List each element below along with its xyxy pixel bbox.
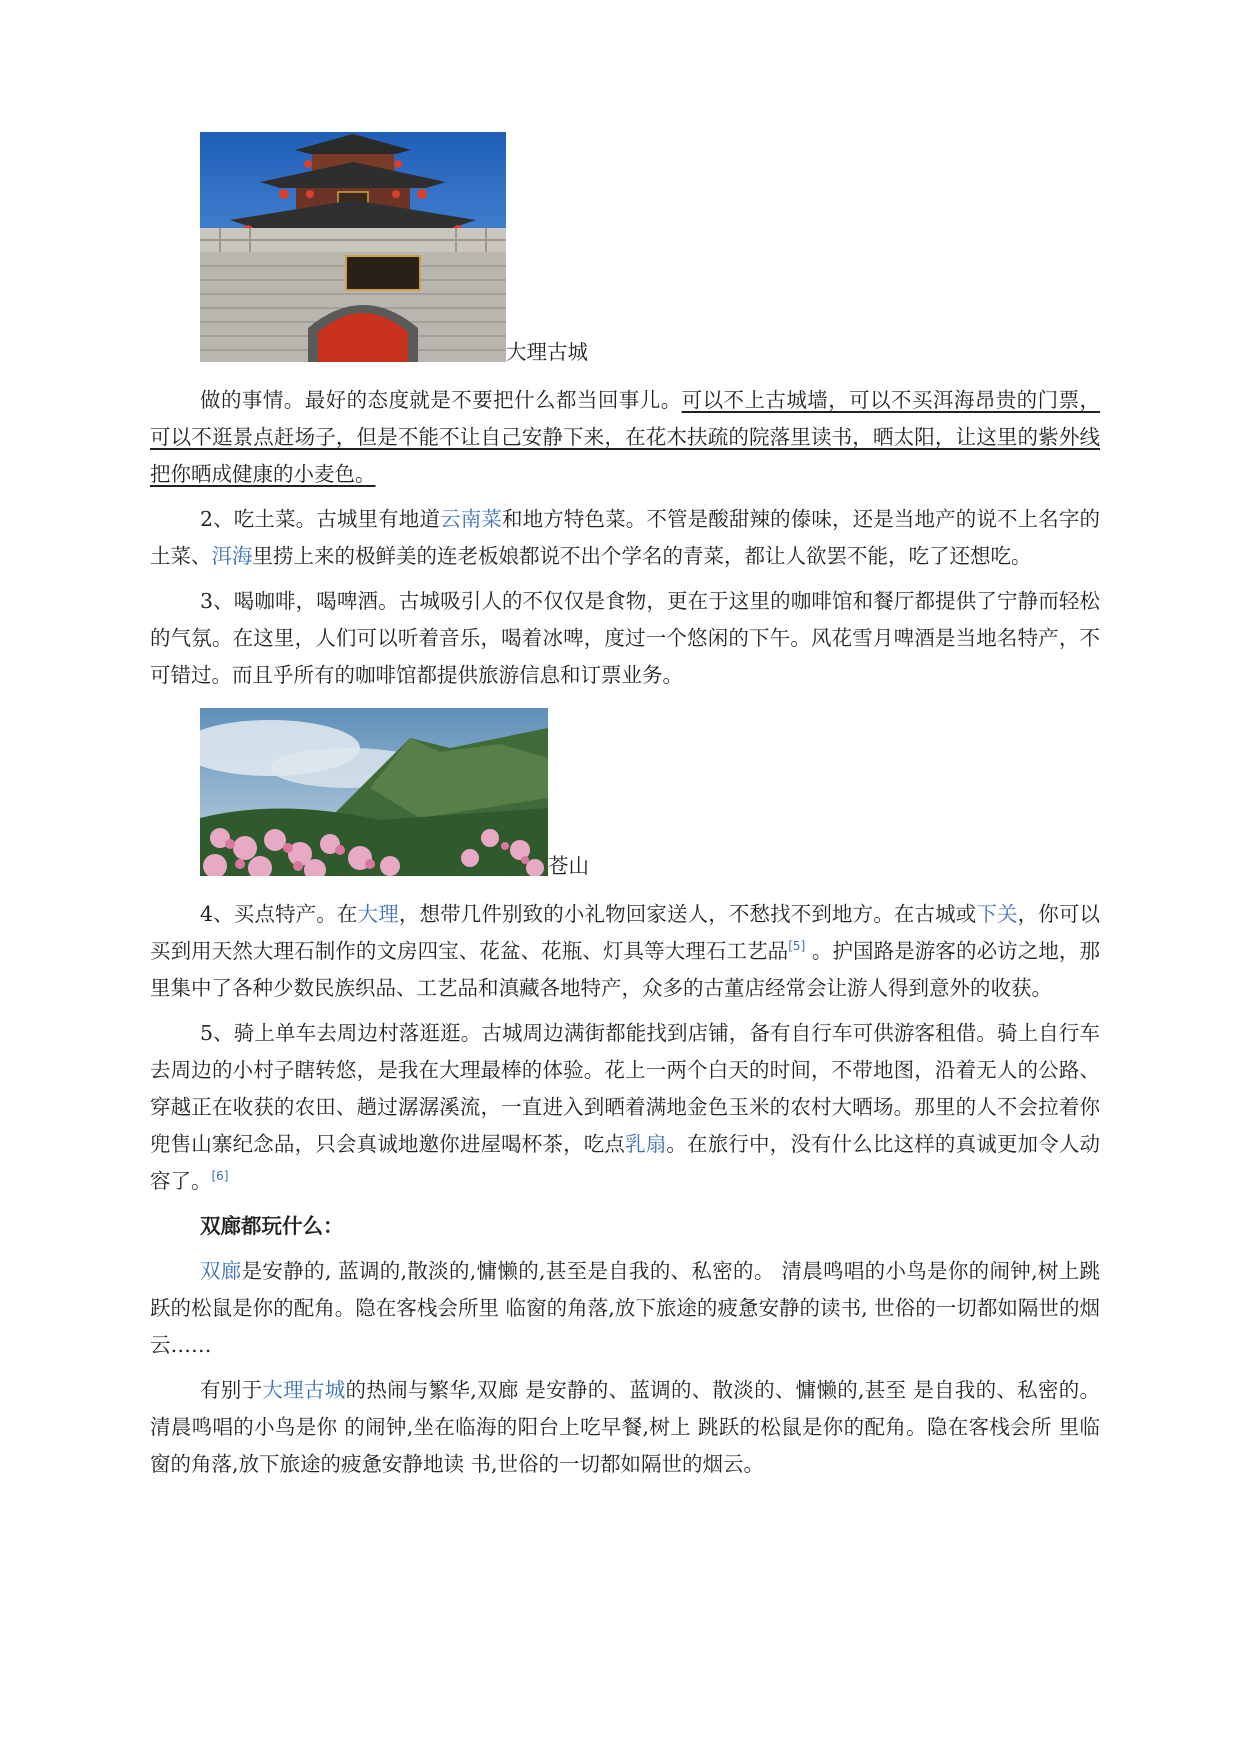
text-span: 。在旅行中，没有什么比这样的真诚更加令人动容了。 [150, 1132, 1101, 1193]
link-rushan[interactable]: 乳扇 [625, 1132, 667, 1156]
link-shuanglang[interactable]: 双廊 [200, 1259, 242, 1283]
text-span: 有别于 [200, 1378, 263, 1402]
figure-caption: 苍山 [548, 854, 589, 878]
text-span: 里捞上来的极鲜美的连老板娘都说不出个学名的青菜，都让人欲罢不能，吃了还想吃。 [252, 544, 1032, 568]
section-heading: 双廊都玩什么： [200, 1214, 344, 1238]
link-yunnan-cuisine[interactable]: 云南菜 [440, 507, 502, 531]
cangshan-image [200, 708, 548, 876]
dali-gate-image [200, 132, 506, 362]
underlined-text: 可以不上古城墙，可以不买洱海昂贵的门票，可以不逛景点赶场子，但是不能不让自己安静下来，在花木扶疏的院落里读书，晒太阳，让这里的紫外线把你晒成健康的小麦色。 [150, 388, 1101, 486]
paragraph-shuanglang-2 [150, 1372, 1100, 1483]
text-span: 2、吃土菜。古城里有地道 [200, 507, 441, 531]
paragraph-cycling [150, 1015, 1100, 1200]
text-span: 的热闹与繁华,双廊 是安静的、蓝调的、散淡的、慵懒的,甚至 是自我的、私密的。清晨鸣唱的小鸟是你 的闹钟,坐在临海的阳台上吃早餐,树上 跳跃的松鼠是你的配角。隐在客栈会所 里临窗的角落,放下旅途的疲惫安静地读 书,世俗的一切都如隔世的烟云。 [150, 1378, 1101, 1476]
figure-cangshan [200, 708, 1100, 876]
link-xiaguan[interactable]: 下关 [976, 902, 1018, 926]
citation-link[interactable]: [6] [211, 1169, 229, 1184]
link-dali-old-town[interactable]: 大理古城 [262, 1378, 346, 1402]
figure-caption: 大理古城 [506, 340, 588, 364]
text-span: ，你可以买到用天然大理石制作的文房四宝、花盆、花瓶、灯具等大理石工艺品 [150, 902, 1101, 963]
text-span: ，想带几件别致的小礼物回家送人，不愁找不到地方。在古城或 [398, 902, 977, 926]
figure-dali-old-town [200, 132, 1100, 362]
paragraph-specialties [150, 896, 1100, 1007]
link-erhai[interactable]: 洱海 [211, 544, 253, 568]
text-span: 4、买点特产。在 [200, 902, 358, 926]
citation-link[interactable]: [5] [788, 939, 806, 954]
paragraph-coffee: 3、喝咖啡，喝啤酒。古城吸引人的不仅仅是食物，更在于这里的咖啡馆和餐厅都提供了宁静而轻松的气氛。在这里，人们可以听着音乐，喝着冰啤，度过一个悠闲的下午。风花雪月啤酒是当地名特产，不可错过。而且乎所有的咖啡馆都提供旅游信息和订票业务。 [150, 589, 1100, 687]
paragraph-food [150, 501, 1100, 575]
document-page [150, 132, 1100, 1491]
text-span: 。护国路是游客的必访之地，那里集中了各种少数民族织品、工艺品和滇藏各地特产，众多的古董店经常会让游人得到意外的收获。 [150, 939, 1101, 1000]
text-span: 和地方特色菜。不管是酸甜辣的傣味，还是当地产的说不上名字的土菜、 [150, 507, 1101, 568]
link-dali[interactable]: 大理 [357, 902, 399, 926]
text-span: 是安静的, 蓝调的,散淡的,慵懒的,甚至是自我的、私密的。 清晨鸣唱的小鸟是你的闹钟,树上跳跃的松鼠是你的配角。隐在客栈会所里 临窗的角落,放下旅途的疲惫安静的读书, 世俗的一切都如隔世的烟云…… [150, 1259, 1100, 1357]
paragraph-attitude [150, 382, 1100, 493]
paragraph-shuanglang [150, 1253, 1100, 1364]
text-span: 5、骑上单车去周边村落逛逛。古城周边满街都能找到店铺，备有自行车可供游客租借。骑上自行车去周边的小村子瞎转悠，是我在大理最棒的体验。花上一两个白天的时间，不带地图，沿着无人的公路、穿越正在收获的农田、趟过潺潺溪流，一直进入到晒着满地金色玉米的农村大晒场。那里的人不会拉着你兜售山寨纪念品，只会真诚地邀你进屋喝杯茶，吃点 [150, 1021, 1100, 1156]
text-span: 做的事情。最好的态度就是不要把什么都当回事儿。 [200, 388, 682, 412]
